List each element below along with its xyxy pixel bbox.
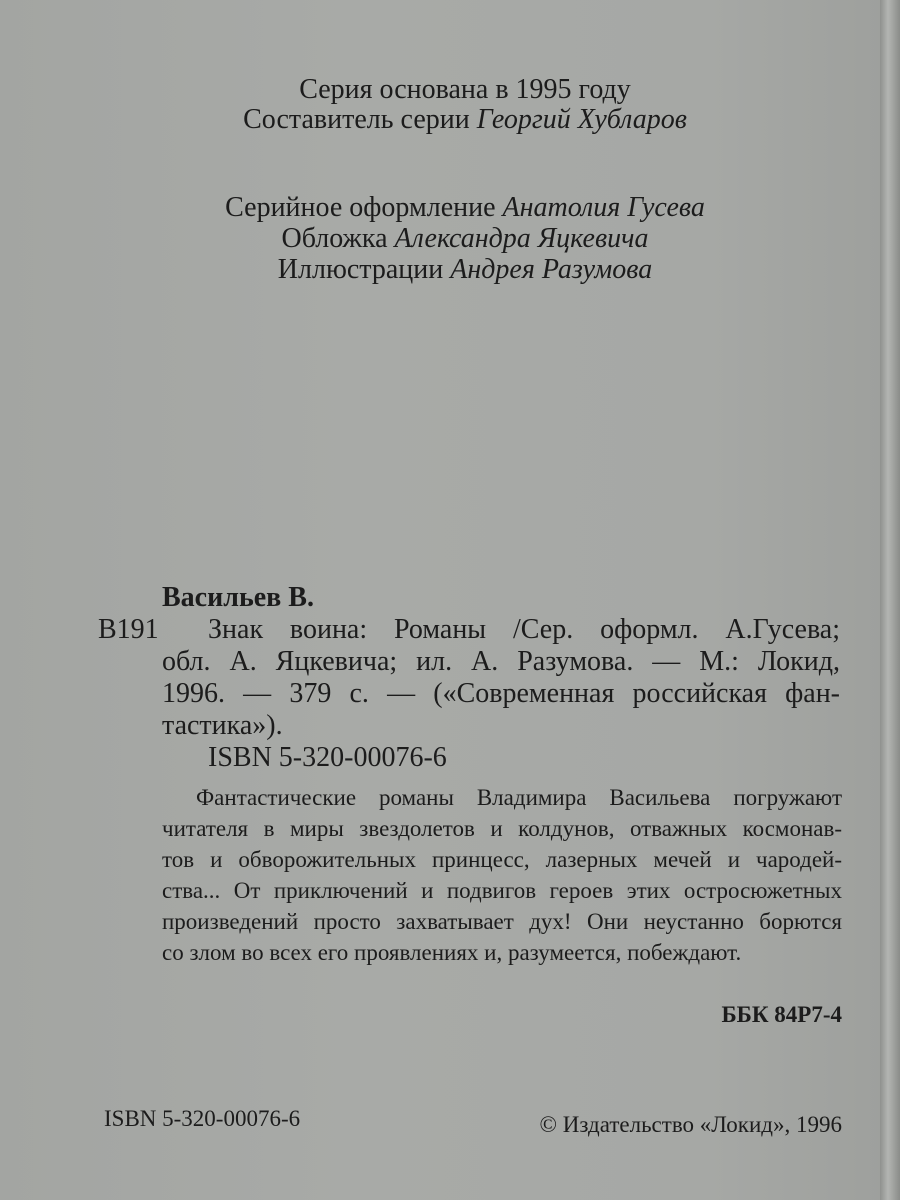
catalog-author: Васильев В. <box>162 582 314 613</box>
series-compiler <box>200 104 730 136</box>
annotation-line: ства... От приключений и подвигов героев этих остросюжетных <box>162 878 842 903</box>
footer-copyright: © Издательство «Локид», 1996 <box>539 1112 842 1137</box>
catalog-line: обл. А. Яцкевича; ил. А. Разумова. — М.: Локид, <box>162 646 840 677</box>
annotation-line: читателя в миры звездолетов и колдунов, отважных космонав- <box>162 816 842 841</box>
credit-illus-prefix: Иллюстрации <box>277 254 451 285</box>
annotation-line: произведений просто захватывает дух! Они неустанно борются <box>162 909 842 934</box>
credit-cover-prefix: Обложка <box>281 223 395 254</box>
credit-illustrations <box>165 254 765 286</box>
credit-cover-name: Александра Яцкевича <box>394 223 649 254</box>
credit-design <box>165 192 765 224</box>
annotation-line: Фантастические романы Владимира Васильева погружают <box>196 785 842 810</box>
credit-cover <box>165 223 765 255</box>
series-founded: Серия основана в 1995 году <box>299 74 631 105</box>
footer-isbn: ISBN 5-320-00076-6 <box>104 1106 301 1131</box>
bbk-code: ББК 84Р7-4 <box>721 1002 842 1027</box>
catalog-line: Знак воина: Романы /Сер. оформл. А.Гусева; <box>208 614 840 645</box>
catalog-isbn: ISBN 5-320-00076-6 <box>208 742 447 773</box>
series-compiler-name: Георгий Хубларов <box>476 104 687 135</box>
series-compiler-prefix: Составитель серии <box>243 104 477 135</box>
annotation-line: тов и обворожительных принцесс, лазерных мечей и чародей- <box>162 847 842 872</box>
catalog-line: тастика»). <box>162 710 283 741</box>
catalog-line: 1996. — 379 с. — («Современная российская фан- <box>162 678 840 709</box>
annotation-line: со злом во всех его проявлениях и, разумеется, побеждают. <box>162 940 742 965</box>
credit-illus-name: Андрея Разумова <box>450 254 653 285</box>
credit-design-name: Анатолия Гусева <box>502 192 705 223</box>
credit-design-prefix: Серийное оформление <box>225 192 503 223</box>
page-edge <box>880 0 900 1200</box>
catalog-code: В191 <box>98 614 159 645</box>
